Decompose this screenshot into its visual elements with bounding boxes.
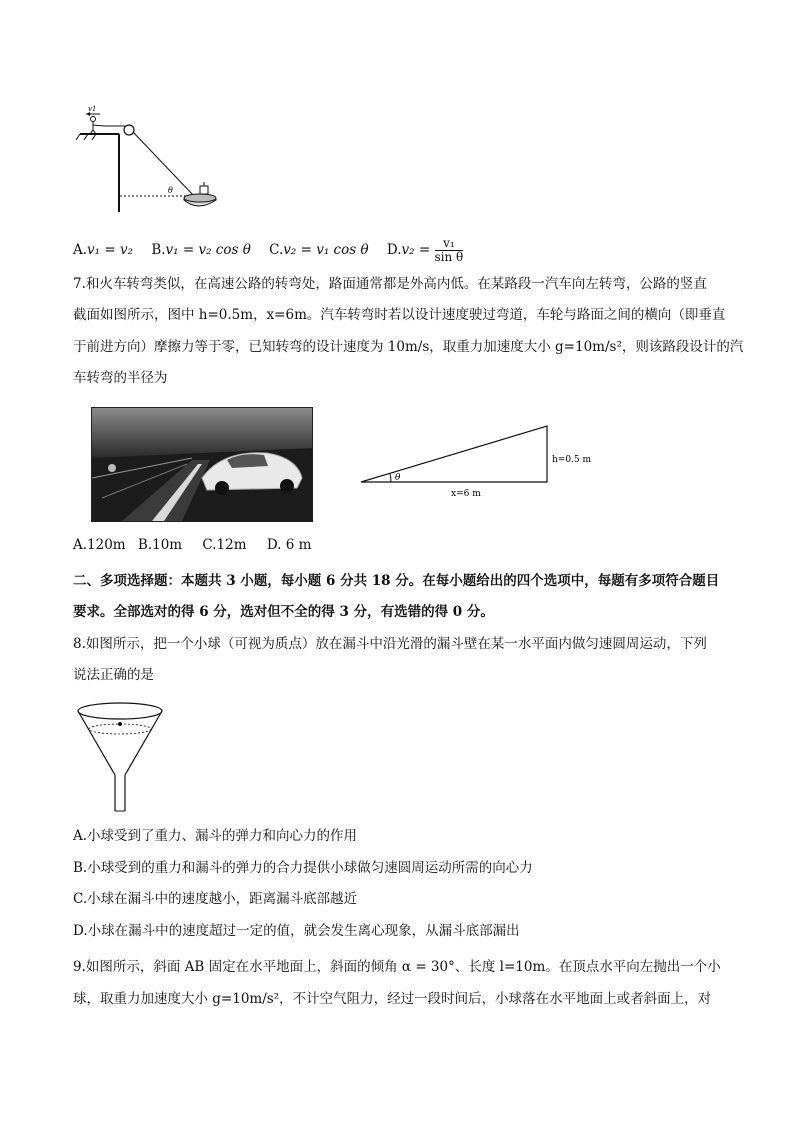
q7-line-1: 7.和火车转弯类似，在高速公路的转弯处，路面通常都是外高内低。在某路段一汽车向左转弯，公路的竖直 [73,276,707,292]
funnel-figure [72,697,172,815]
pulley-boat-figure [76,104,226,216]
q8-option-b[interactable]: B.小球受到的重力和漏斗的弹力的合力提供小球做匀速圆周运动所需的向心力 [73,860,533,876]
x-label: x=6 m [451,489,481,499]
q8-option-c[interactable]: C.小球在漏斗中的速度越小，距离漏斗底部越近 [73,891,358,907]
v1-label: v1 [88,105,97,113]
car-turning-photo [91,407,313,522]
q6-option-c[interactable]: C.v₂ = v₁ cos θ [269,242,369,258]
q7-option-a[interactable]: A.120m [73,537,126,553]
q7-option-c[interactable]: C.12m [202,537,247,553]
section2-line-1: 二、多项选择题：本题共 3 小题，每小题 6 分共 18 分。在每小题给出的四个选项中，每题有多项符合题目 [73,573,720,589]
q6-option-d-fraction: $\frac{\text{v₁}}{\text{sin θ}}$ [434,236,464,264]
q8-line-2: 说法正确的是 [73,667,154,683]
h-label: h=0.5 m [552,455,592,465]
theta-label: θ [168,186,173,195]
triangle-theta-label: θ [395,473,401,483]
q7-line-4: 车转弯的半径为 [73,370,168,386]
q8-option-a[interactable]: A.小球受到了重力、漏斗的弹力和向心力的作用 [73,828,358,844]
q8-line-1: 8.如图所示，把一个小球（可视为质点）放在漏斗中沿光滑的漏斗壁在某一水平面内做匀速圆周运动，下列 [73,636,707,652]
q6-options [73,237,477,264]
road-cross-section-diagram [355,420,605,500]
q7-line-3: 于前进方向）摩擦力等于零，已知转弯的设计速度为 10m/s，取重力加速度大小 g=10m/s²，则该路段设计的汽 [73,339,744,355]
q7-line-2: 截面如图所示，图中 h=0.5m，x=6m。汽车转弯时若以设计速度驶过弯道，车轮与路面之间的横向（即垂直 [73,307,726,323]
section2-line-2: 要求。全部选对的得 6 分，选对但不全的得 3 分，有选错的得 0 分。 [73,604,494,620]
q6-option-a[interactable]: A.v₁ = v₂ [73,242,134,258]
q9-line-1: 9.如图所示，斜面 AB 固定在水平地面上，斜面的倾角 α = 30°、长度 l=10m。在顶点水平向左抛出一个小 [73,959,721,975]
q9-line-2: 球，取重力加速度大小 g=10m/s²，不计空气阻力，经过一段时间后，小球落在水平地面上或者斜面上，对 [73,991,712,1007]
q7-options [73,535,325,555]
q7-option-b[interactable]: B.10m [137,537,183,553]
q6-option-d[interactable]: D.v₂ = $\frac{\text{v₁}}{\text{sin θ}}$ [386,236,464,264]
q8-option-d[interactable]: D.小球在漏斗中的速度超过一定的值，就会发生离心现象，从漏斗底部漏出 [73,923,520,939]
q6-option-b[interactable]: B.v₁ = v₂ cos θ [151,242,251,258]
q7-option-d[interactable]: D. 6 m [266,537,312,553]
